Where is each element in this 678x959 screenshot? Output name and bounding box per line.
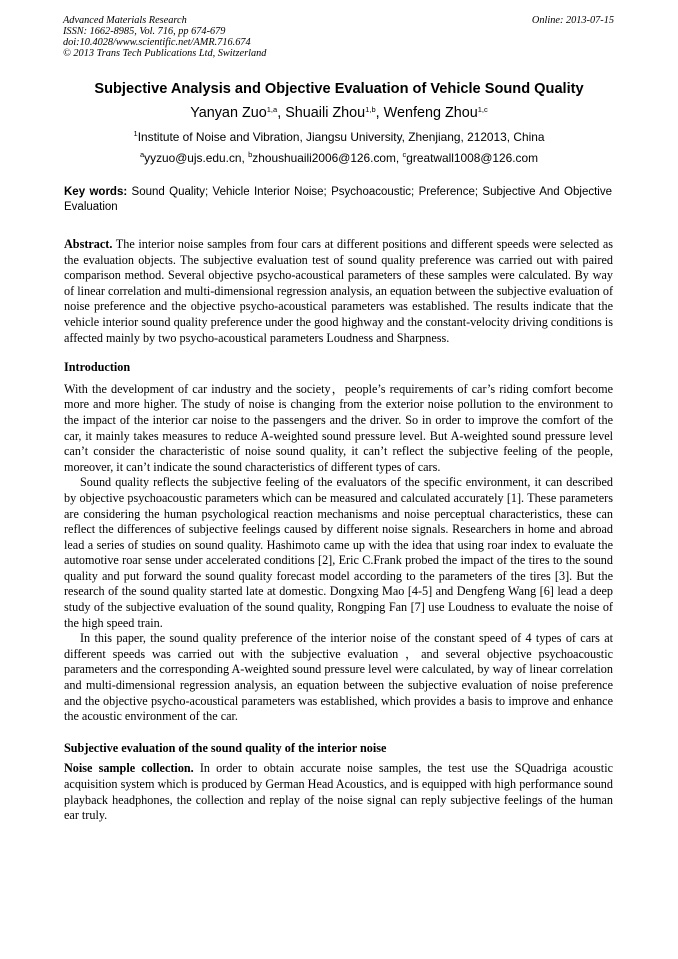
- paper-title: Subjective Analysis and Objective Evaluation of Vehicle Sound Quality: [94, 81, 584, 97]
- journal-header: [63, 15, 266, 59]
- author-name: Shuaili Zhou: [285, 105, 366, 121]
- keywords-text: Sound Quality; Vehicle Interior Noise; Psychoacoustic; Preference; Subjective And Objective Evaluation: [64, 186, 612, 213]
- introduction-paragraph: Sound quality reflects the subjective feeling of the evaluators of the specific environment, it can described by objective psychoacoustic parameters which can be measured and calculated accurately [1]. These parameters are considering the human psychological reaction mechanisms and noise perceptual characteristics, these can reflect the differences of subjective feelings caused by different noise signals. Researchers in home and abroad lead a series of studies on sound quality. Hashimoto came up with the idea that using roar index to evaluate the automotive roar sense under accelerated conditions [2], Eric C.Frank probed the impact of the tires to the sound quality and put forward the sound quality forecast model according to the parameters of the tires [3]. But the research of the sound quality started late at domestic. Dongxing Mao [4-5] and Dengfeng Wang [6] lead a deep study of the subjective evaluation of the sound quality, Rongping Fan [7] use Loudness to evaluate the noise of the high speed train.: [64, 475, 613, 630]
- section-heading: Subjective evaluation of the sound quality of the interior noise: [64, 740, 387, 755]
- affiliation-mark: 1: [133, 129, 138, 138]
- author-name: Wenfeng Zhou: [383, 105, 478, 121]
- introduction-heading: Introduction: [64, 360, 131, 375]
- email-address[interactable]: greatwall1008@126.com: [406, 151, 538, 165]
- email-mark: b: [248, 150, 253, 159]
- email-separator: ,: [395, 151, 403, 165]
- paper-body: [64, 237, 613, 824]
- journal-copyright: © 2013 Trans Tech Publications Ltd, Switzerland: [63, 48, 267, 59]
- author-affiliation-mark: 1,c: [477, 105, 488, 114]
- email-separator: ,: [241, 151, 249, 165]
- author-name: Yanyan Zuo: [190, 105, 267, 121]
- affiliation-text: Institute of Noise and Vibration, Jiangsu University, Zhenjiang, 212013, China: [137, 130, 545, 144]
- email-mark: c: [402, 150, 407, 159]
- section-text: In order to obtain accurate noise samples, the test use the SQuadriga acoustic acquisition system which is produced by German Head Acoustics, and is equipped with high performance sound playback headphones, the collection and replay of the noise signal can reply subjective feelings of the human ear truly.: [64, 761, 613, 823]
- section-paragraph: [64, 761, 613, 823]
- email-mark: a: [140, 150, 145, 159]
- author-affiliation-mark: 1,b: [365, 105, 376, 114]
- affiliation: [20, 130, 658, 145]
- introduction-paragraph: In this paper, the sound quality preference of the interior noise of the constant speed of 4 types of cars at different speeds was carried out with the subjective evaluation ，and several objective psychoacoustic parameters and the corresponding A-weighted sound pressure level were calculated, by way of linear correlation and multi-dimensional regression analysis, an equation between the subjective evaluation of noise preference and the objective psycho-acoustical parameters was established, which provides a basis to improve and enhance the acoustic environment of the car.: [64, 631, 613, 724]
- journal-name: Advanced Materials Research: [63, 15, 187, 26]
- introduction-paragraph: With the development of car industry and the society，people’s requirements of car’s riding comfort become more and more higher. The study of noise is changing from the exterior noise pollution to the environment to the impact of the interior car noise to the passengers and the driver. So in order to improve the comfort of the car, it mainly takes measures to reduce A-weighted sound pressure level. But A-weighted sound pressure level can’t consider the characteristic of noise sound quality, it can’t reflect the subjective feeling of the people, moreover, it can’t indicate the sound characteristics of different types of cars.: [64, 381, 613, 474]
- abstract-text: The interior noise samples from four cars at different positions and different speeds were selected as the evaluation objects. The subjective evaluation test of sound quality preference was carried out with paired comparison method. Several objective psycho-acoustical parameters of these samples were calculated. By way of linear correlation and multi-dimensional regression analysis, an equation between the subjective evaluation of noise preference and the objective psycho-acoustical parameters was established. The results indicate that the vehicle interior sound quality preference under the good highway and the constant-velocity driving conditions is affected mainly by two psycho-acoustical parameters Loudness and Sharpness.: [64, 237, 613, 345]
- keywords: [64, 185, 612, 215]
- email-list: [20, 151, 658, 166]
- journal-doi: doi:10.4028/www.scientific.net/AMR.716.674: [63, 37, 251, 48]
- author-separator: ,: [375, 105, 384, 121]
- author-separator: ,: [277, 105, 286, 121]
- journal-issn: ISSN: 1662-8985, Vol. 716, pp 674-679: [63, 26, 226, 37]
- subsection-label: Noise sample collection.: [64, 761, 194, 776]
- abstract-label: Abstract.: [64, 237, 113, 251]
- online-date: Online: 2013-07-15: [531, 15, 614, 26]
- email-address[interactable]: yyzuo@ujs.edu.cn: [144, 151, 242, 165]
- author-list: [20, 104, 658, 122]
- abstract: [64, 237, 613, 346]
- email-address[interactable]: zhoushuaili2006@126.com: [252, 151, 396, 165]
- keywords-label: Key words:: [64, 186, 128, 198]
- author-affiliation-mark: 1,a: [266, 105, 278, 114]
